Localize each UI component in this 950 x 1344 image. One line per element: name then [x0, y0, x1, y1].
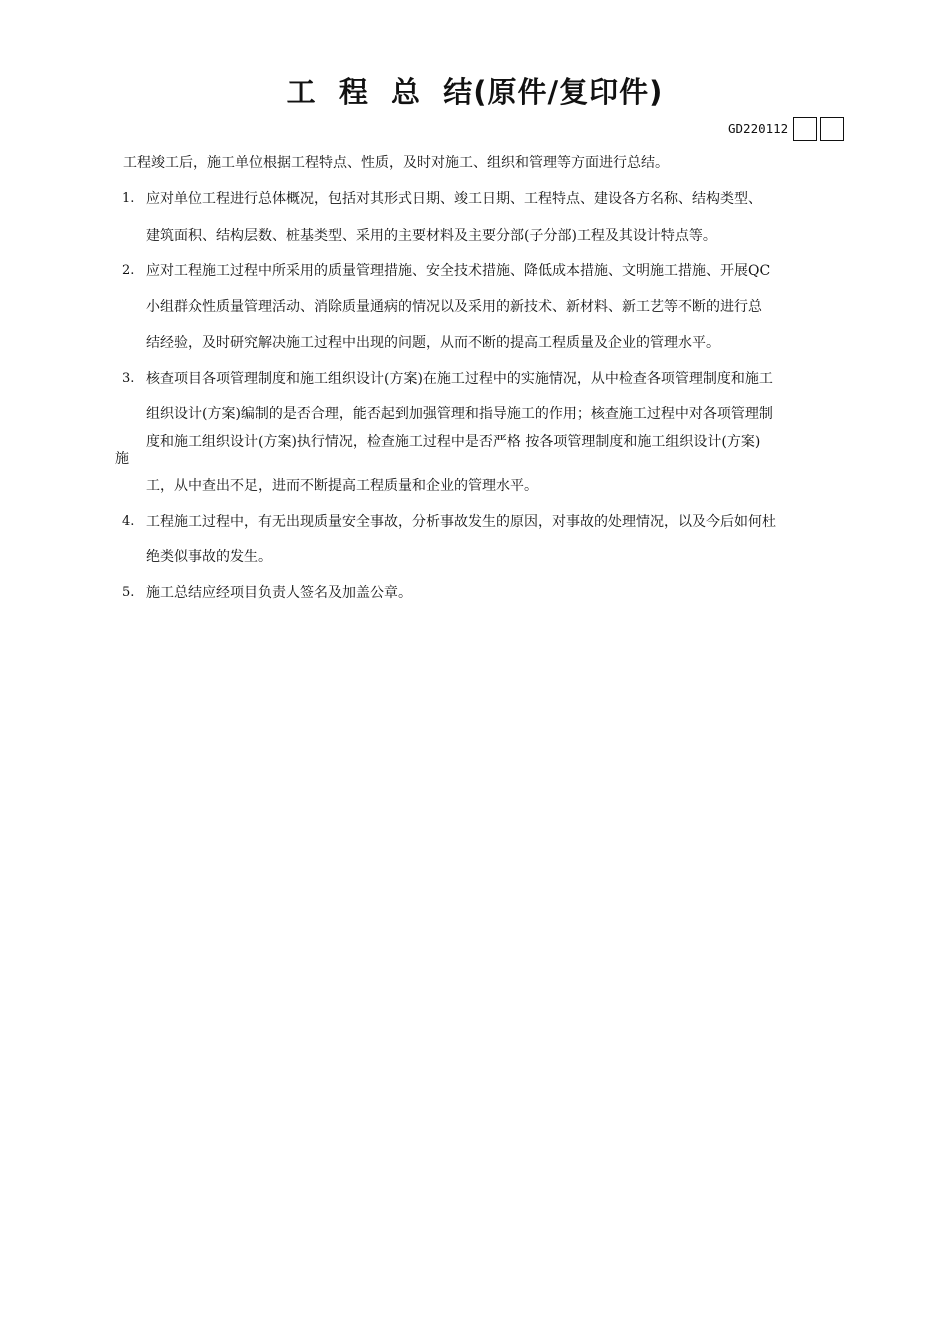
item-1-line-1: 应对单位工程进行总体概况，包括对其形式日期、竣工日期、工程特点、建设各方名称、结构类型、	[146, 191, 762, 207]
item-3-line-4: 工，从中查出不足，进而不断提高工程质量和企业的管理水平。	[146, 478, 538, 494]
item-1-number: 1.	[122, 191, 135, 206]
item-1-line-2: 建筑面积、结构层数、桩基类型、采用的主要材料及主要分部(子分部)工程及其设计特点等。	[146, 228, 717, 244]
item-2-line-2: 小组群众性质量管理活动、消除质量通病的情况以及采用的新技术、新材料、新工艺等不断的进行总	[146, 299, 762, 315]
code-box-2[interactable]	[820, 117, 844, 141]
item-5-line-1: 施工总结应经项目负责人签名及加盖公章。	[146, 585, 412, 601]
item-4-line-2: 绝类似事故的发生。	[146, 549, 272, 565]
item-3-line-1: 核查项目各项管理制度和施工组织设计(方案)在施工过程中的实施情况，从中检查各项管理制度和施工	[146, 371, 773, 387]
intro-text: 工程竣工后，施工单位根据工程特点、性质，及时对施工、组织和管理等方面进行总结。	[123, 155, 669, 171]
item-2-line-3: 结经验，及时研究解决施工过程中出现的问题，从而不断的提高工程质量及企业的管理水平。	[146, 335, 720, 351]
form-code-block	[728, 116, 844, 141]
item-3-margin-char: 施	[115, 451, 129, 467]
item-4-number: 4.	[122, 514, 135, 529]
item-3-line-3: 度和施工组织设计(方案)执行情况，检查施工过程中是否严格 按各项管理制度和施工组织设计(方案)	[146, 434, 761, 450]
item-2-number: 2.	[122, 263, 135, 278]
item-3-number: 3.	[122, 371, 135, 386]
page-title: 工 程 总 结(原件/复印件)	[286, 75, 664, 109]
form-code: GD220112	[728, 121, 789, 136]
item-2-line-1: 应对工程施工过程中所采用的质量管理措施、安全技术措施、降低成本措施、文明施工措施、开展QC	[146, 263, 771, 279]
item-5-number: 5.	[122, 585, 135, 600]
item-3-line-2: 组织设计(方案)编制的是否合理，能否起到加强管理和指导施工的作用；核查施工过程中对各项管理制	[146, 406, 773, 422]
code-box-1[interactable]	[793, 117, 817, 141]
item-4-line-1: 工程施工过程中，有无出现质量安全事故，分析事故发生的原因，对事故的处理情况，以及今后如何杜	[146, 514, 776, 530]
